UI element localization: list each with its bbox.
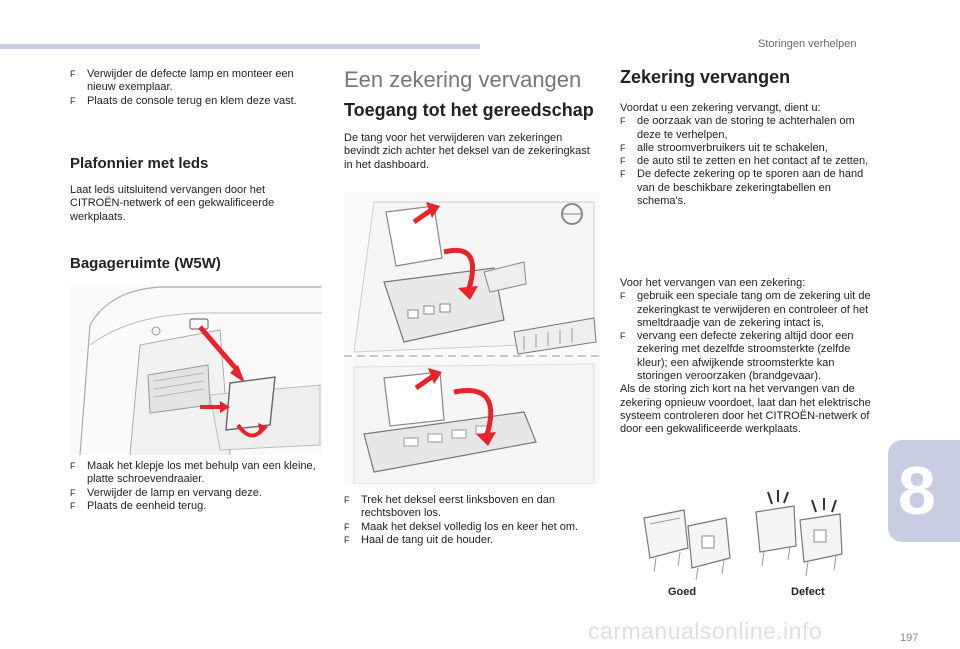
list-item: F Plaats de eenheid terug.: [70, 499, 207, 512]
list-item: F gebruik een speciale tang om de zekering uit de zekeringkast te verwijderen en controleer of het smeltdraadje van de zekering intact is,: [620, 290, 871, 329]
list-item: F Verwijder de defecte lamp en monteer een nieuw exemplaar.: [70, 68, 294, 94]
chapter-title: Storingen verhelpen: [758, 38, 857, 50]
bullet-icon: F: [70, 95, 76, 106]
list-item: F alle stroomverbruikers uit te schakelen,: [620, 141, 828, 154]
replacement-intro: Voor het vervangen van een zekering:: [620, 277, 806, 289]
bagage-heading: Bagageruimte (W5W): [70, 255, 221, 272]
fusebox-cover-illustration: [344, 192, 600, 484]
bullet-icon: F: [620, 142, 626, 153]
bullet-icon: F: [70, 487, 76, 498]
bullet-icon: F: [344, 534, 350, 545]
bullet-icon: F: [344, 521, 350, 532]
tool-access-list: [344, 494, 602, 547]
bullet-icon: F: [620, 291, 626, 302]
bullet-icon: F: [620, 331, 626, 342]
bullet-icon: F: [620, 116, 626, 127]
bullet-icon: F: [70, 461, 76, 471]
closing-note: Als de storing zich kort na het vervangen van de zekering opnieuw voordoet, laat dan het elektrische systeem controleren door het CITROËN-netwerk of door een gekwalificeerde werkplaats.: [620, 383, 871, 436]
bullet-icon: F: [344, 495, 350, 505]
list-item: F De defecte zekering op te sporen aan de hand van de beschikbare zekeringtabellen en schema's.: [620, 168, 864, 208]
list-item: F Plaats de console terug en klem deze vast.: [70, 94, 297, 107]
watermark: carmanualsonline.info: [588, 618, 823, 644]
list-item: F Trek het deksel eerst linksboven en dan rechtsboven los.: [344, 494, 556, 520]
list-item: F de oorzaak van de storing te achterhalen om deze te verhelpen,: [620, 115, 855, 141]
replacement-block: [620, 277, 878, 437]
plafonnier-heading: Plafonnier met leds: [70, 155, 209, 172]
list-item: F de auto stil te zetten en het contact af te zetten,: [620, 155, 869, 168]
tool-access-heading: Toegang tot het gereedschap: [344, 100, 594, 120]
bullet-icon: F: [620, 156, 626, 167]
fuse-good-label: Goed: [668, 586, 697, 598]
preparation-block: [620, 102, 878, 208]
list-item: F Maak het deksel volledig los en keer het om.: [344, 520, 579, 533]
preparation-intro: Voordat u een zekering vervangt, dient u:: [620, 102, 821, 114]
plafonnier-text: Laat leds uitsluitend vervangen door het CITROËN-netwerk of een gekwalificeerde werkplaats.: [70, 184, 275, 223]
bullet-icon: F: [70, 69, 76, 79]
list-item: F Maak het klepje los met behulp van een kleine, platte schroevendraaier.: [70, 460, 316, 486]
intro-list: [70, 68, 322, 108]
bullet-icon: F: [70, 500, 76, 511]
top-accent-bar: [0, 44, 480, 49]
chapter-number: 8: [898, 453, 936, 529]
list-item: F vervang een defecte zekering altijd door een zekering met dezelfde stroomsterkte (zelfde kleur); een afwijkende stroomsterkte kan storingen veroorzaken (brandgevaar).: [620, 330, 854, 383]
fuse-replace-heading: Zekering vervangen: [620, 67, 791, 87]
fuse-comparison-illustration: [636, 488, 856, 582]
luggage-lamp-illustration: [70, 285, 322, 455]
section-title: Een zekering vervangen: [344, 67, 582, 92]
list-item: F Haal de tang uit de houder.: [344, 533, 494, 546]
tool-access-text: De tang voor het verwijderen van zekeringen bevindt zich achter het deksel van de zekeringkast in het dashboard.: [344, 132, 590, 171]
page-number: 197: [900, 632, 919, 644]
list-item: F Verwijder de lamp en vervang deze.: [70, 486, 262, 499]
bullet-icon: F: [620, 169, 626, 180]
fuse-defect-label: Defect: [791, 586, 825, 598]
bagage-list: [70, 460, 325, 513]
